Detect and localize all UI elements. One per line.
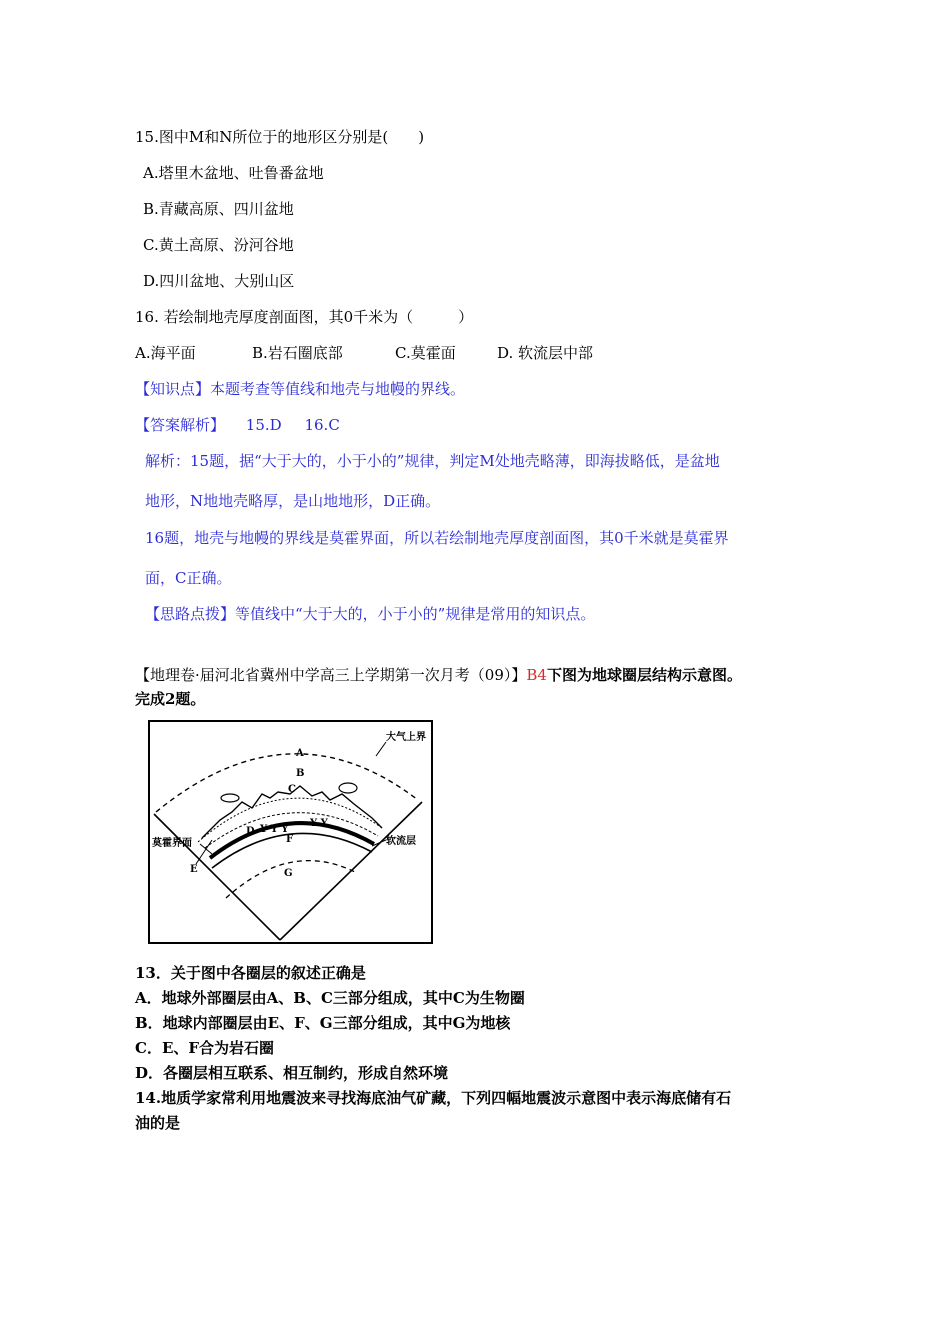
q16-option-a: A.海平面 bbox=[135, 344, 196, 362]
knowledge-tag: 【知识点】 bbox=[135, 380, 211, 398]
q15-option-b: B.青藏高原、四川盆地 bbox=[143, 200, 294, 218]
tip-tag: 【思路点拨】 bbox=[145, 605, 236, 623]
q15-option-d: D.四川盆地、大别山区 bbox=[143, 272, 295, 290]
q16-option-d: D. 软流层中部 bbox=[497, 344, 594, 362]
analysis-line-1: 解析：15题，据“大于大的，小于小的”规律，判定M处地壳略薄，即海拔略低，是盆地 bbox=[145, 452, 720, 470]
biosphere-marks-2: Y Y bbox=[310, 818, 328, 829]
earth-spheres-diagram bbox=[150, 722, 431, 942]
label-d: D bbox=[246, 826, 255, 837]
q16-option-c: C.莫霍面 bbox=[395, 344, 456, 362]
label-f: F bbox=[286, 834, 294, 845]
answer-tag: 【答案解析】 bbox=[135, 416, 226, 434]
source-code: B4 bbox=[526, 666, 547, 684]
q16-option-b: B.岩石圈底部 bbox=[252, 344, 343, 362]
q15-option-a: A.塔里木盆地、吐鲁番盆地 bbox=[143, 164, 324, 182]
answer-15: 15.D bbox=[245, 416, 282, 434]
label-a: A bbox=[296, 748, 304, 759]
q15-option-c: C.黄土高原、汾河谷地 bbox=[143, 236, 294, 254]
source-intro-2: 完成2题。 bbox=[135, 690, 206, 708]
analysis-line-3: 16题，地壳与地幔的界线是莫霍界面，所以若绘制地壳厚度剖面图，其0千米就是莫霍界 bbox=[145, 529, 729, 547]
knowledge-point bbox=[135, 378, 465, 400]
source-intro: 下图为地球圈层结构示意图。 bbox=[546, 666, 742, 684]
label-e: E bbox=[190, 864, 198, 875]
analysis-line-4: 面，C正确。 bbox=[145, 569, 232, 587]
label-c: C bbox=[288, 784, 296, 795]
label-asth: 软流层 bbox=[386, 836, 416, 847]
label-atmos: 大气上界 bbox=[386, 732, 426, 743]
q13-option-b: B．地球内部圈层由E、F、G三部分组成，其中G为地核 bbox=[135, 1014, 511, 1032]
label-b: B bbox=[296, 768, 305, 779]
q13-option-d: D．各圈层相互联系、相互制约，形成自然环境 bbox=[135, 1064, 449, 1082]
q15-stem: 15.图中M和N所位于的地形区分别是( ) bbox=[135, 128, 425, 146]
tip-row bbox=[145, 603, 595, 625]
knowledge-text: 本题考查等值线和地壳与地幔的界线。 bbox=[210, 380, 466, 398]
label-g: G bbox=[284, 868, 293, 879]
label-moho: 莫霍界面 bbox=[152, 838, 192, 849]
q13-option-c: C．E、F合为岩石圈 bbox=[135, 1039, 275, 1057]
source-row bbox=[135, 664, 742, 686]
q14-stem-line-1: 14.地质学家常利用地震波来寻找海底油气矿藏，下列四幅地震波示意图中表示海底储有石 bbox=[135, 1089, 732, 1107]
q13-option-a: A．地球外部圈层由A、B、C三部分组成，其中C为生物圈 bbox=[135, 989, 525, 1007]
biosphere-marks: Y Y Y bbox=[260, 824, 289, 835]
earth-spheres-figure bbox=[148, 720, 433, 944]
q16-stem: 16. 若绘制地壳厚度剖面图，其0千米为（ ） bbox=[135, 308, 474, 326]
answer-row bbox=[135, 414, 340, 436]
source-text: 【地理卷·届河北省冀州中学高三上学期第一次月考（09）】 bbox=[135, 666, 527, 684]
answer-16: 16.C bbox=[304, 416, 340, 434]
analysis-line-2: 地形，N地地壳略厚，是山地地形，D正确。 bbox=[145, 492, 441, 510]
q13-stem: 13．关于图中各圈层的叙述正确是 bbox=[135, 964, 366, 982]
tip-text: 等值线中“大于大的，小于小的”规律是常用的知识点。 bbox=[235, 605, 596, 623]
q14-stem-line-2: 油的是 bbox=[135, 1114, 181, 1132]
